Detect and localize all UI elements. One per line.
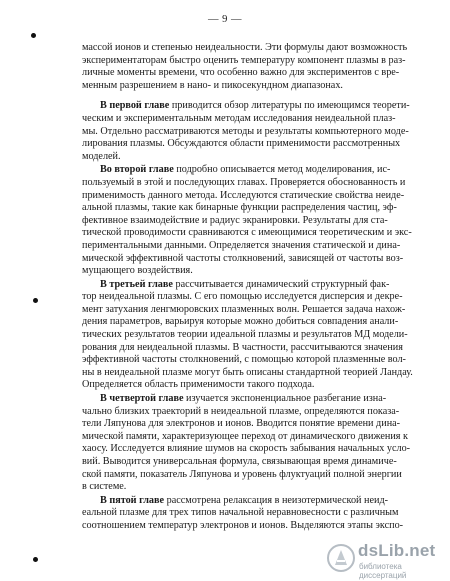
text-line: тор неидеальной плазмы. С его помощью исследуется дисперсия и декре- — [82, 291, 403, 303]
chapter-heading: В четвертой главе — [100, 393, 184, 405]
text-line: дения параметров, варьируя которые можно добиться совпадения анали- — [82, 316, 399, 328]
text-line: массой ионов и степенью неидеальности. Эти формулы дают возможность — [82, 42, 408, 53]
text-line: соотношением температур электронов и ионов. Выделяются этапы экспо- — [82, 519, 404, 531]
chapter-heading: Во второй главе — [100, 164, 174, 176]
text-line: лирования плазмы. Обсуждаются области применимости рассмотренных — [82, 138, 401, 150]
text-run: приводится обзор литературы по имеющимся теорети- — [169, 100, 410, 112]
text-line: тической проводимости сравниваются с имеющимися теоретическим и экс- — [82, 227, 412, 239]
text-line: мы. Отдельно рассматриваются методы и результаты компьютерного моде- — [82, 125, 409, 137]
dslib-logo-icon — [326, 543, 356, 573]
margin-dot — [33, 557, 38, 562]
chapter-heading: В пятой главе — [100, 494, 165, 506]
text-line: ской памяти, показатель Ляпунова и уровень флуктуаций полной энергии — [82, 468, 402, 480]
paragraph-chapter-2 — [82, 164, 425, 277]
text-line: тели Ляпунова для электронов и ионов. Вводится понятие времени дина- — [82, 418, 401, 430]
text-line: вий. Выводится универсальная формула, связывающая время динамиче- — [82, 456, 397, 467]
paragraph-chapter-4 — [82, 393, 425, 494]
paragraph-chapter-1 — [82, 100, 425, 163]
text-line: применимость данного метода. Исследуются статические свойства неиде- — [82, 189, 405, 201]
watermark-site: dsLib.net — [358, 541, 436, 560]
text-run: рассмотрена релаксация в неизотермической неид- — [164, 494, 389, 506]
text-line: личные моменты времени, что особенно важно для экспериментов с вре- — [82, 67, 400, 79]
text-line: экспериментаторам быстро оценить температуру компонент плазмы в раз- — [82, 54, 406, 66]
text-line: еальной плазме для трех типов начальной неравновесности с различным — [82, 507, 399, 519]
text-line: мической эффективной частоты столкновений, зависящей от частоты воз- — [82, 252, 404, 264]
chapter-heading: В третьей главе — [100, 278, 173, 290]
text-run: рассчитывается динамический структурный фак- — [172, 278, 390, 290]
paragraph-intro-tail — [82, 42, 425, 92]
chapter-heading: В первой главе — [100, 100, 170, 112]
text-line: мической памяти, характеризующее переход от динамического движения к — [82, 430, 408, 442]
text-line: менным разрешением в нано- и пикосекундном диапазонах. — [82, 79, 343, 91]
text-run: подробно описывается метод моделирования, ис- — [173, 164, 391, 176]
text-line: ны в неидеальной плазме могут быть описаны стандартной теорией Ландау. — [82, 366, 413, 378]
page-number: — 9 — — [208, 14, 242, 25]
document-body — [82, 42, 425, 533]
text-line: мущающего воздействия. — [82, 265, 193, 277]
text-line: моделей. — [82, 150, 121, 162]
text-run: изучается экспоненциальное разбегание изна- — [183, 393, 387, 405]
watermark-subtitle: библиотека диссертаций — [359, 562, 407, 580]
watermark — [326, 541, 444, 580]
paragraph-chapter-3 — [82, 279, 425, 392]
text-line: Определяется область применимости такого подхода. — [82, 379, 315, 391]
text-line: пользуемый в этой и последующих главах. Проверяется обоснованность и — [82, 176, 406, 188]
text-line: чально близких траекторий в неидеальной плазме, определяются показа- — [82, 405, 400, 417]
text-line: мент затухания ленгмюровских плазменных волн. Решается задача нахож- — [82, 303, 406, 315]
text-line: рования для неидеальной плазмы. В частности, рассчитываются значения — [82, 341, 403, 353]
margin-dot — [33, 298, 38, 303]
text-line: ческим и экспериментальным методам исследования неидеальной плаз- — [82, 112, 396, 124]
text-line: в системе. — [82, 481, 127, 493]
text-line: фективное взаимодействие и радиус экранировки. Результаты для ста- — [82, 214, 388, 226]
text-line: альной плазмы, такие как бинарные функции распределения частиц, эф- — [82, 202, 397, 214]
text-line: тических результатов теории идеальной плазмы и результатов МД модели- — [82, 329, 408, 341]
paragraph-chapter-5 — [82, 495, 425, 533]
text-line: хаосу. Исследуется влияние шумов на скорость забывания начальных усло- — [82, 443, 411, 455]
text-line: эффективной частоты столкновений, с помощью которой плазменные вол- — [82, 354, 406, 366]
margin-dot — [31, 33, 36, 38]
text-line: периментальными данными. Определяется значения статической и дина- — [82, 239, 401, 251]
